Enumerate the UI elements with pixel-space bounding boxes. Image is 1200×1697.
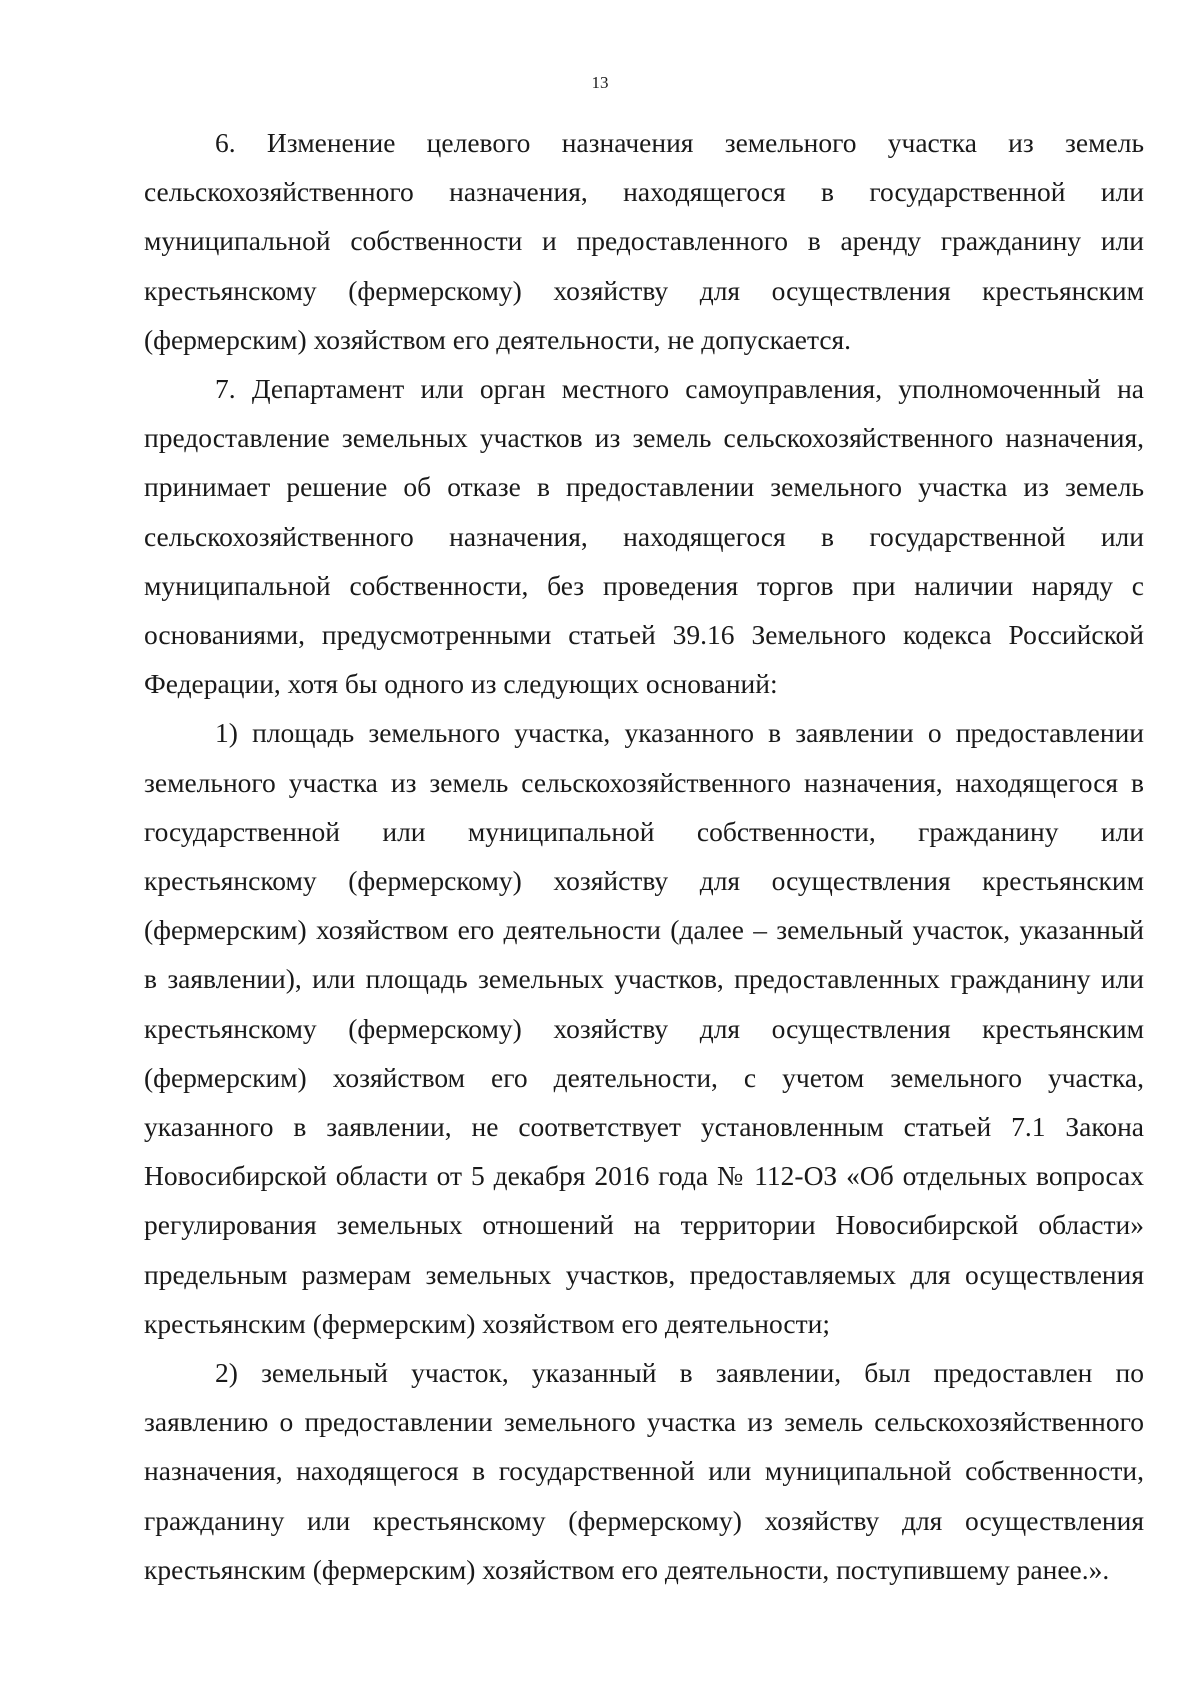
paragraph-7: 7. Департамент или орган местного самоуправления, уполномоченный на предоставление земельных участков из земель сельскохозяйственного назначения, принимает решение об отказе в предоставлении земельного участка из земель сельскохозяйственного назначения, находящегося в государственной или муниципальной собственности, без проведения торгов при наличии наряду с основаниями, предусмотренными статьей 39.16 Земельного кодекса Российской Федерации, хотя бы одного из следующих оснований: — [144, 373, 1144, 700]
document-body — [144, 118, 1144, 1594]
paragraph-7-item-1: 1) площадь земельного участка, указанного в заявлении о предоставлении земельного участка из земель сельскохозяйственного назначения, находящегося в государственной или муниципальной собственности, гражданину или крестьянскому (фермерскому) хозяйству для осуществления крестьянским (фермерским) хозяйством его деятельности (далее – земельный участок, указанный в заявлении), или площадь земельных участков, предоставленных гражданину или крестьянскому (фермерскому) хозяйству для осуществления крестьянским (фермерским) хозяйством его деятельности, с учетом земельного участка, указанного в заявлении, не соответствует установленным статьей 7.1 Закона Новосибирской области от 5 декабря 2016 года № 112-ОЗ «Об отдельных вопросах регулирования земельных отношений на территории Новосибирской области» предельным размерам земельных участков, предоставляемых для осуществления крестьянским (фермерским) хозяйством его деятельности; — [144, 717, 1144, 1339]
paragraph-6: 6. Изменение целевого назначения земельного участка из земель сельскохозяйственного назначения, находящегося в государственной или муниципальной собственности и предоставленного в аренду гражданину или крестьянскому (фермерскому) хозяйству для осуществления крестьянским (фермерским) хозяйством его деятельности, не допускается. — [144, 127, 1144, 355]
page-number: 13 — [591, 73, 609, 92]
paragraph-7-item-2: 2) земельный участок, указанный в заявлении, был предоставлен по заявлению о предоставлении земельного участка из земель сельскохозяйственного назначения, находящегося в государственной или муниципальной собственности, гражданину или крестьянскому (фермерскому) хозяйству для осуществления крестьянским (фермерским) хозяйством его деятельности, поступившему ранее.». — [144, 1357, 1144, 1585]
